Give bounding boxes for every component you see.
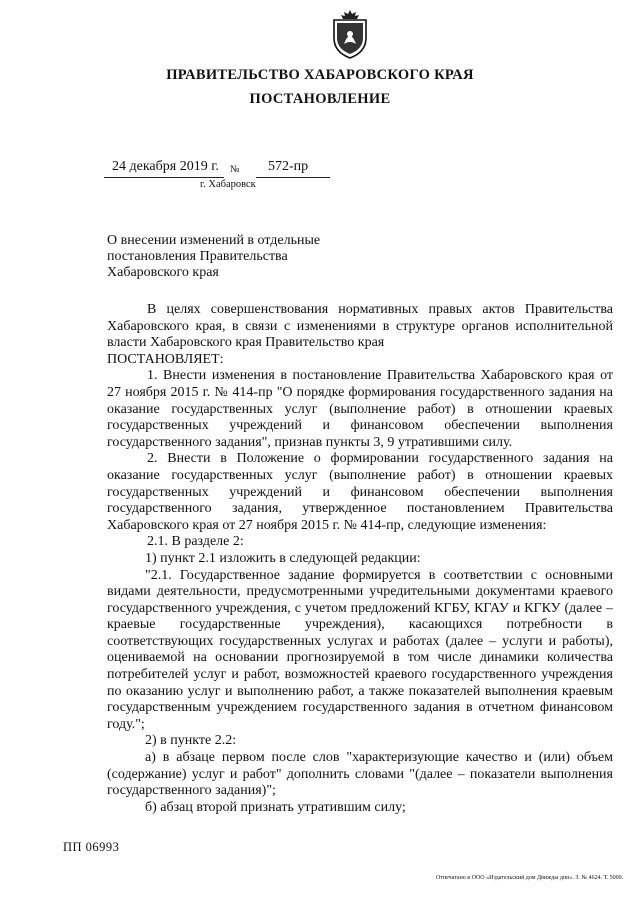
- number-underline: [256, 177, 330, 178]
- coat-of-arms-icon: [328, 8, 372, 60]
- number-label: №: [230, 164, 240, 175]
- government-title: ПРАВИТЕЛЬСТВО ХАБАРОВСКОГО КРАЯ: [166, 67, 474, 83]
- paragraph-item-2: 2. Внести в Положение о формировании государственного задания на оказание государственных услуг (выполнение работ) в отношении краевых государственных учреждений и финансовом обеспечении выполнения государственного задания, утвержденное постановлением Правительства Хабаровского края от 27 ноября 2015 г. № 414-пр, следующие изменения:: [107, 451, 613, 533]
- document-type: ПОСТАНОВЛЕНИЕ: [249, 91, 391, 107]
- document-code: ПП 06993: [63, 840, 120, 854]
- paragraph-quote-2-1: "2.1. Государственное задание формируется в соответствии с основными видами деятельности, предусмотренными учредительными документами краевого государственного учреждения, с учетом предложений КГБУ, КГАУ и КГКУ (далее – краевые государственные учреждения), касающихся потребности в соответствующих государственных услугах и работах (далее – услуги и работы), оцениваемой на основании прогнозируемой в том числе динамики количества потребителей услуг и работ, возможностей краевого государственного учреждения по оказанию услуг и выполнению работ, а также показателей выполнения краевым государственным учреждением государственного задания в отчетном финансовом году.";: [107, 567, 613, 732]
- city: г. Хабаровск: [200, 179, 256, 190]
- paragraph-preamble: В целях совершенствования нормативных правых актов Правительства Хабаровского края, в связи с изменениями в структуре органов исполнительной власти Хабаровского края Правительство края: [107, 302, 613, 351]
- printer-imprint: Отпечатано в ООО «Издательский дом Движды днн». З. № 4624. Т. 5000.: [436, 875, 624, 881]
- paragraph-item-2-1: 2.1. В разделе 2:: [147, 534, 244, 550]
- paragraph-subitem-b: б) абзац второй признать утратившим силу;: [145, 799, 406, 815]
- document-subject: О внесении изменений в отдельные постановления Правительства Хабаровского края: [107, 233, 321, 280]
- paragraph-subitem-2: 2) в пункте 2.2:: [145, 733, 237, 749]
- paragraph-resolves: ПОСТАНОВЛЯЕТ:: [107, 351, 224, 367]
- document-body: [107, 302, 613, 816]
- document-date: 24 декабря 2019 г.: [112, 159, 219, 174]
- document-number: 572-пр: [268, 159, 309, 174]
- paragraph-item-1: 1. Внести изменения в постановление Правительства Хабаровского края от 27 ноября 2015 г. № 414-пр "О порядке формирования государственного задания на оказание государственных услуг (выполнение работ) в отношении краевых государственных учреждений и финансовом обеспечении выполнения государственного задания", признав пункты 3, 9 утратившими силу.: [107, 368, 613, 450]
- date-underline: [104, 177, 224, 178]
- paragraph-subitem-1: 1) пункт 2.1 изложить в следующей редакции:: [145, 550, 421, 566]
- paragraph-subitem-a: а) в абзаце первом после слов "характеризующие качество и (или) объем (содержание) услуг и работ" дополнить словами "(далее – показатели выполнения государственного задания)";: [107, 750, 613, 799]
